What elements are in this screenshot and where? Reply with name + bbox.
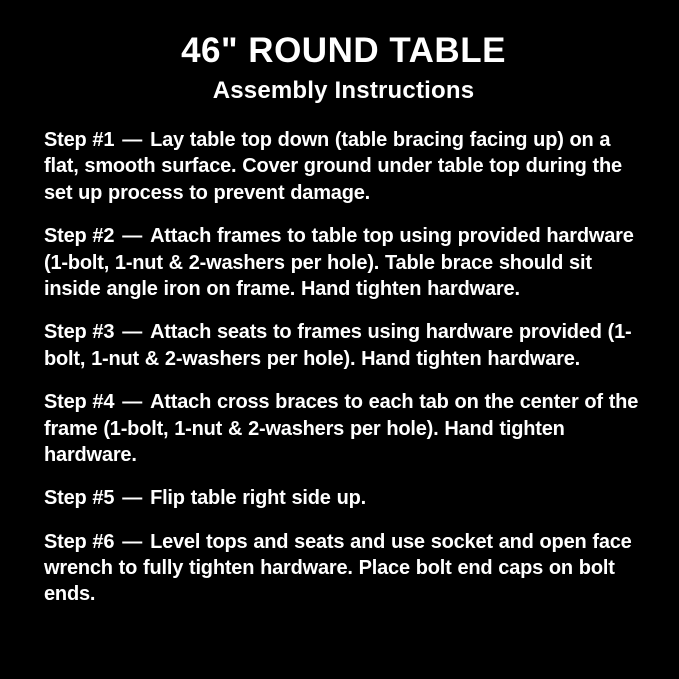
step-2-dash: — <box>122 225 143 248</box>
step-4-dash: — <box>122 391 143 414</box>
step-4 <box>44 389 643 468</box>
step-1-label: Step #1 <box>44 129 115 151</box>
step-2-label: Step #2 <box>44 225 115 248</box>
header <box>44 33 643 103</box>
step-3-label: Step #3 <box>44 321 115 344</box>
step-6 <box>44 529 643 608</box>
steps-list <box>44 127 643 608</box>
step-5 <box>44 485 643 511</box>
step-3-dash: — <box>122 321 143 344</box>
page-subtitle: Assembly Instructions <box>212 77 475 104</box>
step-1-text: Lay table top down (table bracing facing up) on a flat, smooth surface. Cover ground under table top during the set up process to prevent damage. <box>44 129 622 204</box>
step-3 <box>44 319 643 372</box>
step-1 <box>44 127 643 206</box>
step-3-text: Attach seats to frames using hardware provided (1-bolt, 1-nut & 2-washers per hole). Hand tighten hardware. <box>44 321 632 370</box>
step-6-label: Step #6 <box>44 530 115 553</box>
step-6-dash: — <box>122 530 143 553</box>
step-1-dash: — <box>122 129 143 151</box>
step-4-text: Attach cross braces to each tab on the center of the frame (1-bolt, 1-nut & 2-washers per hole). Hand tighten hardware. <box>44 391 639 466</box>
step-2-text: Attach frames to table top using provided hardware (1-bolt, 1-nut & 2-washers per hole). Table brace should sit inside angle iron on frame. Hand tighten hardware. <box>44 225 634 300</box>
step-6-text: Level tops and seats and use socket and open face wrench to fully tighten hardware. Place bolt end caps on bolt ends. <box>44 530 632 606</box>
step-4-label: Step #4 <box>44 391 115 414</box>
step-2 <box>44 223 643 302</box>
step-5-label: Step #5 <box>44 487 115 510</box>
page-title: 46" ROUND TABLE <box>181 31 506 70</box>
step-5-dash: — <box>122 487 143 510</box>
step-5-text: Flip table right side up. <box>150 487 366 510</box>
